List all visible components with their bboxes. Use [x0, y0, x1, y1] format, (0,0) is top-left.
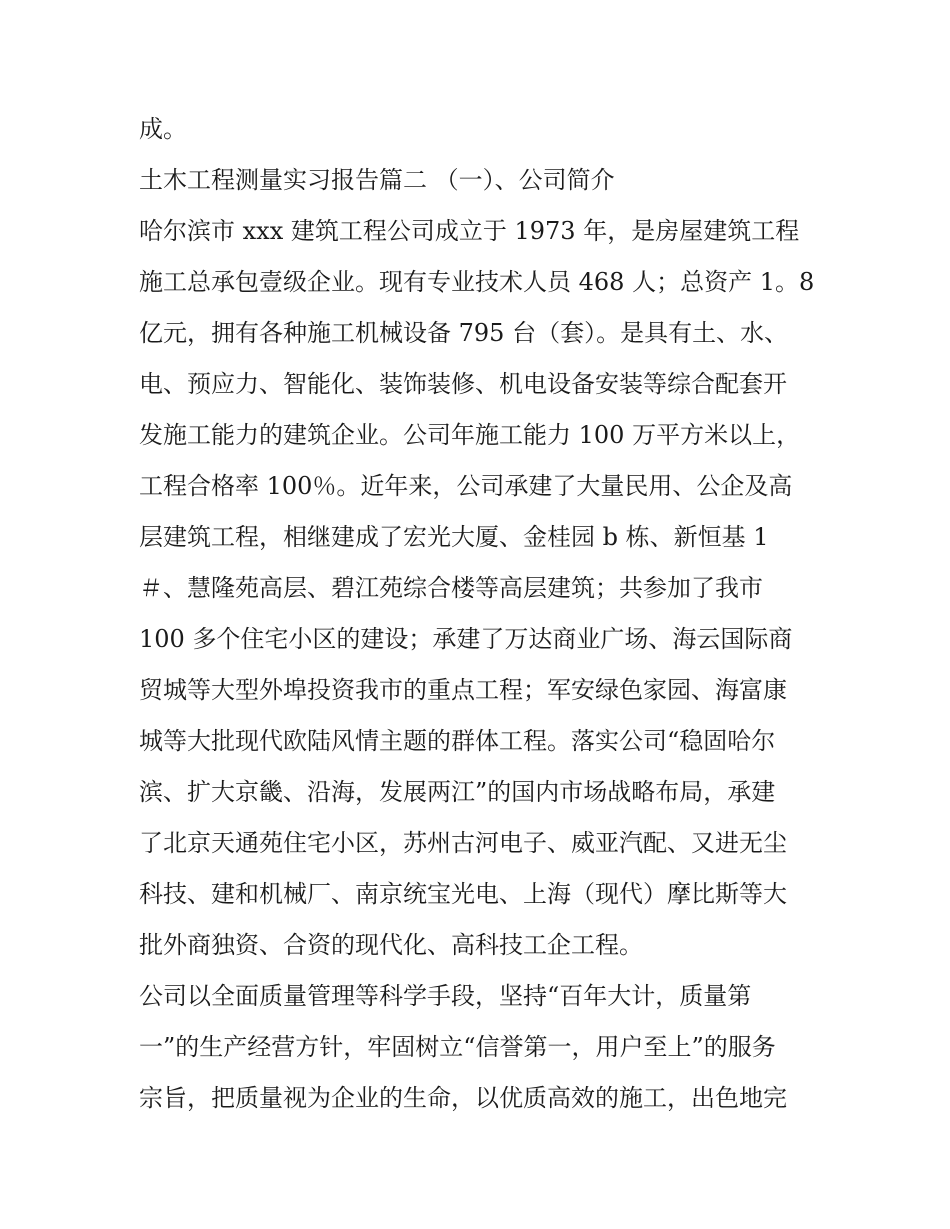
text-line: 亿元，拥有各种施工机械设备 795 台（套）。是具有土、水、 [139, 319, 789, 347]
text-line: ＃、慧隆苑高层、碧江苑综合楼等高层建筑；共参加了我市 [139, 574, 763, 602]
text-line: 100 多个住宅小区的建设；承建了万达商业广场、海云国际商 [139, 625, 793, 653]
text-line: 批外商独资、合资的现代化、高科技工企工程。 [139, 931, 643, 959]
text-line: 宗旨，把质量视为企业的生命，以优质高效的施工，出色地完 [139, 1084, 787, 1112]
text-line: 电、预应力、智能化、装饰装修、机电设备安装等综合配套开 [139, 370, 787, 398]
text-line: 施工总承包壹级企业。现有专业技术人员 468 人；总资产 1。8 [139, 268, 815, 296]
text-line: 科技、建和机械厂、南京统宝光电、上海（现代）摩比斯等大 [139, 880, 787, 908]
text-line: 公司以全面质量管理等科学手段，坚持“百年大计，质量第 [139, 982, 752, 1010]
text-line: 层建筑工程，相继建成了宏光大厦、金桂园 b 栋、新恒基 1 [139, 523, 769, 551]
text-line: 哈尔滨市 xxx 建筑工程公司成立于 1973 年，是房屋建筑工程 [139, 217, 800, 245]
text-line: 工程合格率 100％。近年来，公司承建了大量民用、公企及高 [139, 472, 793, 500]
document-body [139, 107, 829, 1127]
text-line: 贸城等大型外埠投资我市的重点工程；军安绿色家园、海富康 [139, 676, 787, 704]
text-line: 城等大批现代欧陆风情主题的群体工程。落实公司“稳固哈尔 [139, 727, 776, 755]
text-line: 滨、扩大京畿、沿海，发展两江”的国内市场战略布局，承建 [139, 778, 776, 806]
text-line: 了北京天通苑住宅小区，苏州古河电子、威亚汽配、又进无尘 [139, 829, 787, 857]
section-heading: 土木工程测量实习报告篇二 （一）、公司简介 [139, 166, 615, 194]
text-line: 成。 [139, 115, 187, 143]
text-line: 一”的生产经营方针，牢固树立“信誉第一，用户至上”的服务 [139, 1033, 776, 1061]
text-line: 发施工能力的建筑企业。公司年施工能力 100 万平方米以上， [139, 421, 801, 449]
